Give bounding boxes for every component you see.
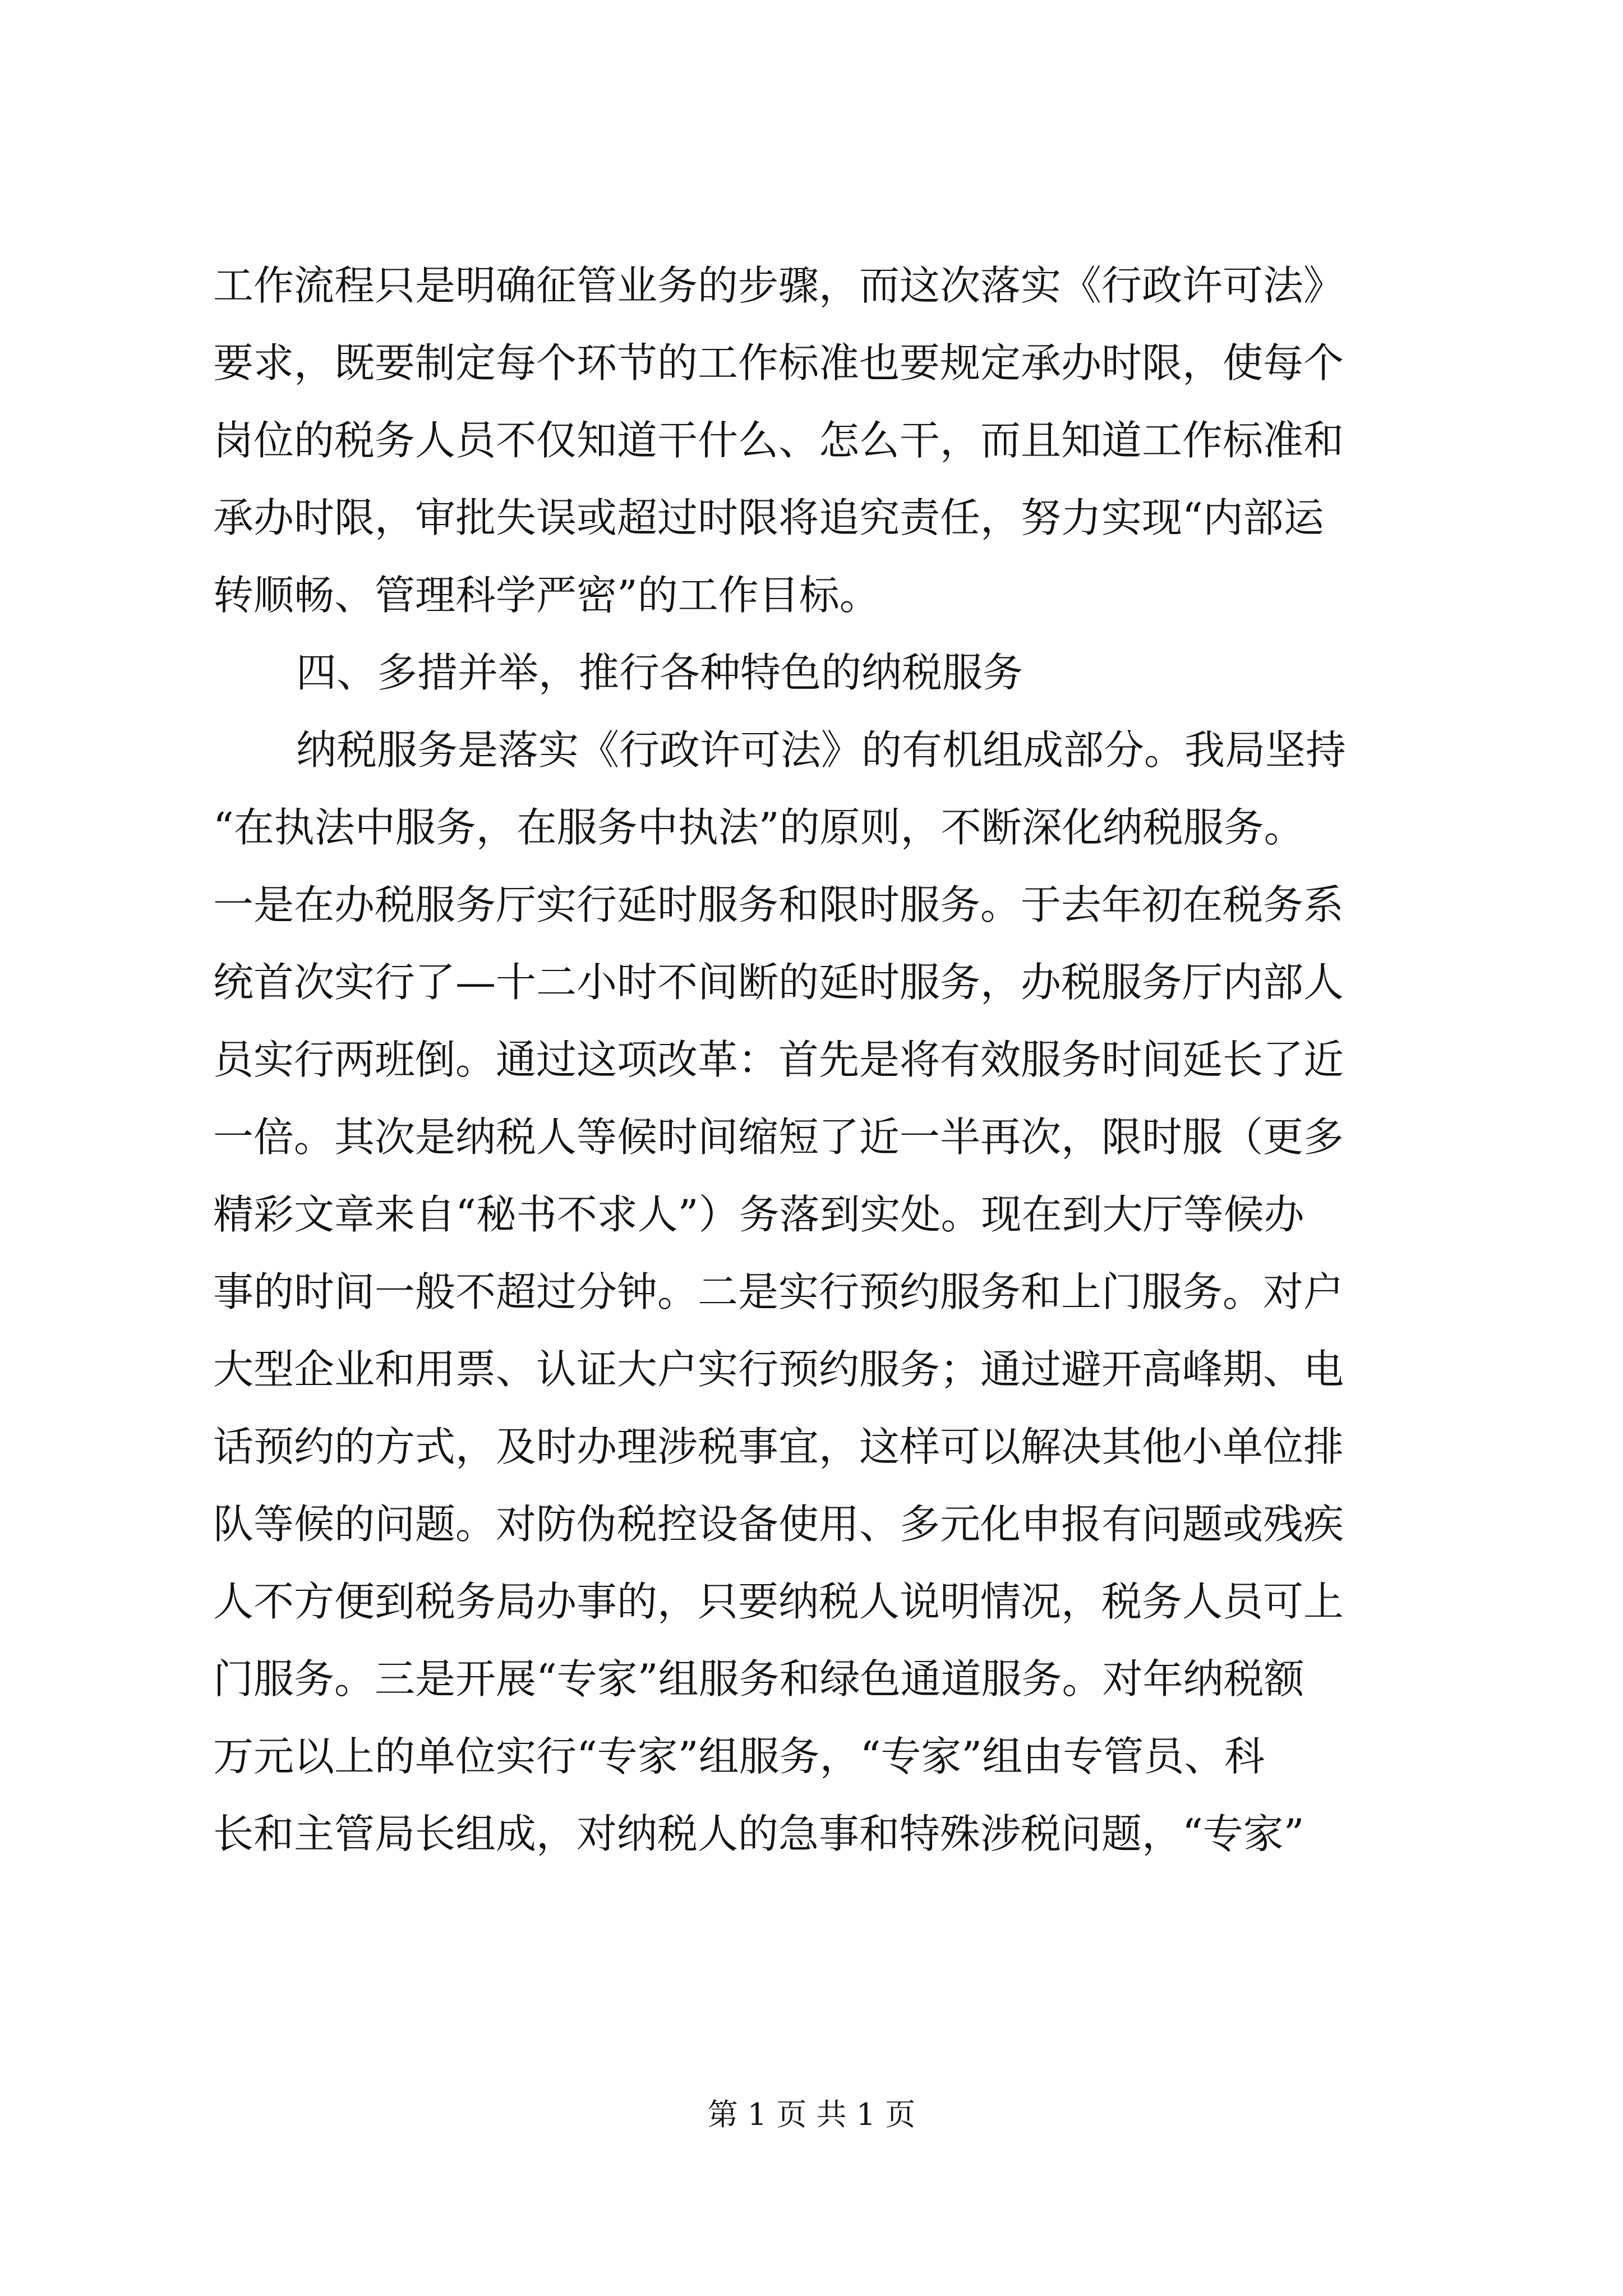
text-line: 承办时限，审批失误或超过时限将追究责任，努力实现“内部运 [213, 494, 1324, 541]
section-heading: 四、多措并举，推行各种特色的纳税服务 [296, 649, 1023, 696]
text-line: 一是在办税服务厅实行延时服务和限时服务。于去年初在税务系 [213, 881, 1344, 928]
text-line: 要求，既要制定每个环节的工作标准也要规定承办时限，使每个 [213, 339, 1344, 386]
document-body [213, 247, 1413, 1872]
text-line: 队等候的问题。对防伪税控设备使用、多元化申报有问题或残疾 [213, 1501, 1344, 1548]
paragraph-first-line: 纳税服务是落实《行政许可法》的有机组成部分。我局坚持 [296, 726, 1347, 774]
text-line: 事的时间一般不超过分钟。二是实行预约服务和上门服务。对户 [213, 1268, 1344, 1315]
text-line: 员实行两班倒。通过这项改革：首先是将有效服务时间延长了近 [213, 1036, 1344, 1083]
text-line: 话预约的方式，及时办理涉税事宜，这样可以解决其他小单位排 [213, 1423, 1344, 1470]
text-line: 门服务。三是开展“专家”组服务和绿色通道服务。对年纳税额 [213, 1655, 1304, 1703]
text-line: 一倍。其次是纳税人等候时间缩短了近一半再次，限时服（更多 [213, 1114, 1344, 1161]
text-line: 人不方便到税务局办事的，只要纳税人说明情况，税务人员可上 [213, 1578, 1344, 1625]
text-line: 转顺畅、管理科学严密”的工作目标。 [213, 572, 880, 619]
text-line: 万元以上的单位实行“专家”组服务，“专家”组由专管员、科 [213, 1733, 1265, 1780]
text-line: 岗位的税务人员不仅知道干什么、怎么干，而且知道工作标准和 [213, 417, 1344, 464]
text-line: 统首次实行了—十二小时不间断的延时服务，办税服务厅内部人 [213, 959, 1344, 1006]
text-line: 大型企业和用票、认证大户实行预约服务；通过避开高峰期、电 [213, 1346, 1344, 1393]
page-footer: 第 1 页 共 1 页 [707, 2097, 916, 2132]
text-line: 工作流程只是明确征管业务的步骤，而这次落实《行政许可法》 [213, 262, 1344, 309]
text-line: 长和主管局长组成，对纳税人的急事和特殊涉税问题，“专家” [213, 1810, 1304, 1857]
text-line: 精彩文章来自“秘书不求人”）务落到实处。现在到大厅等候办 [213, 1191, 1304, 1238]
text-line: “在执法中服务，在服务中执法”的原则，不断深化纳税服务。 [213, 804, 1304, 851]
